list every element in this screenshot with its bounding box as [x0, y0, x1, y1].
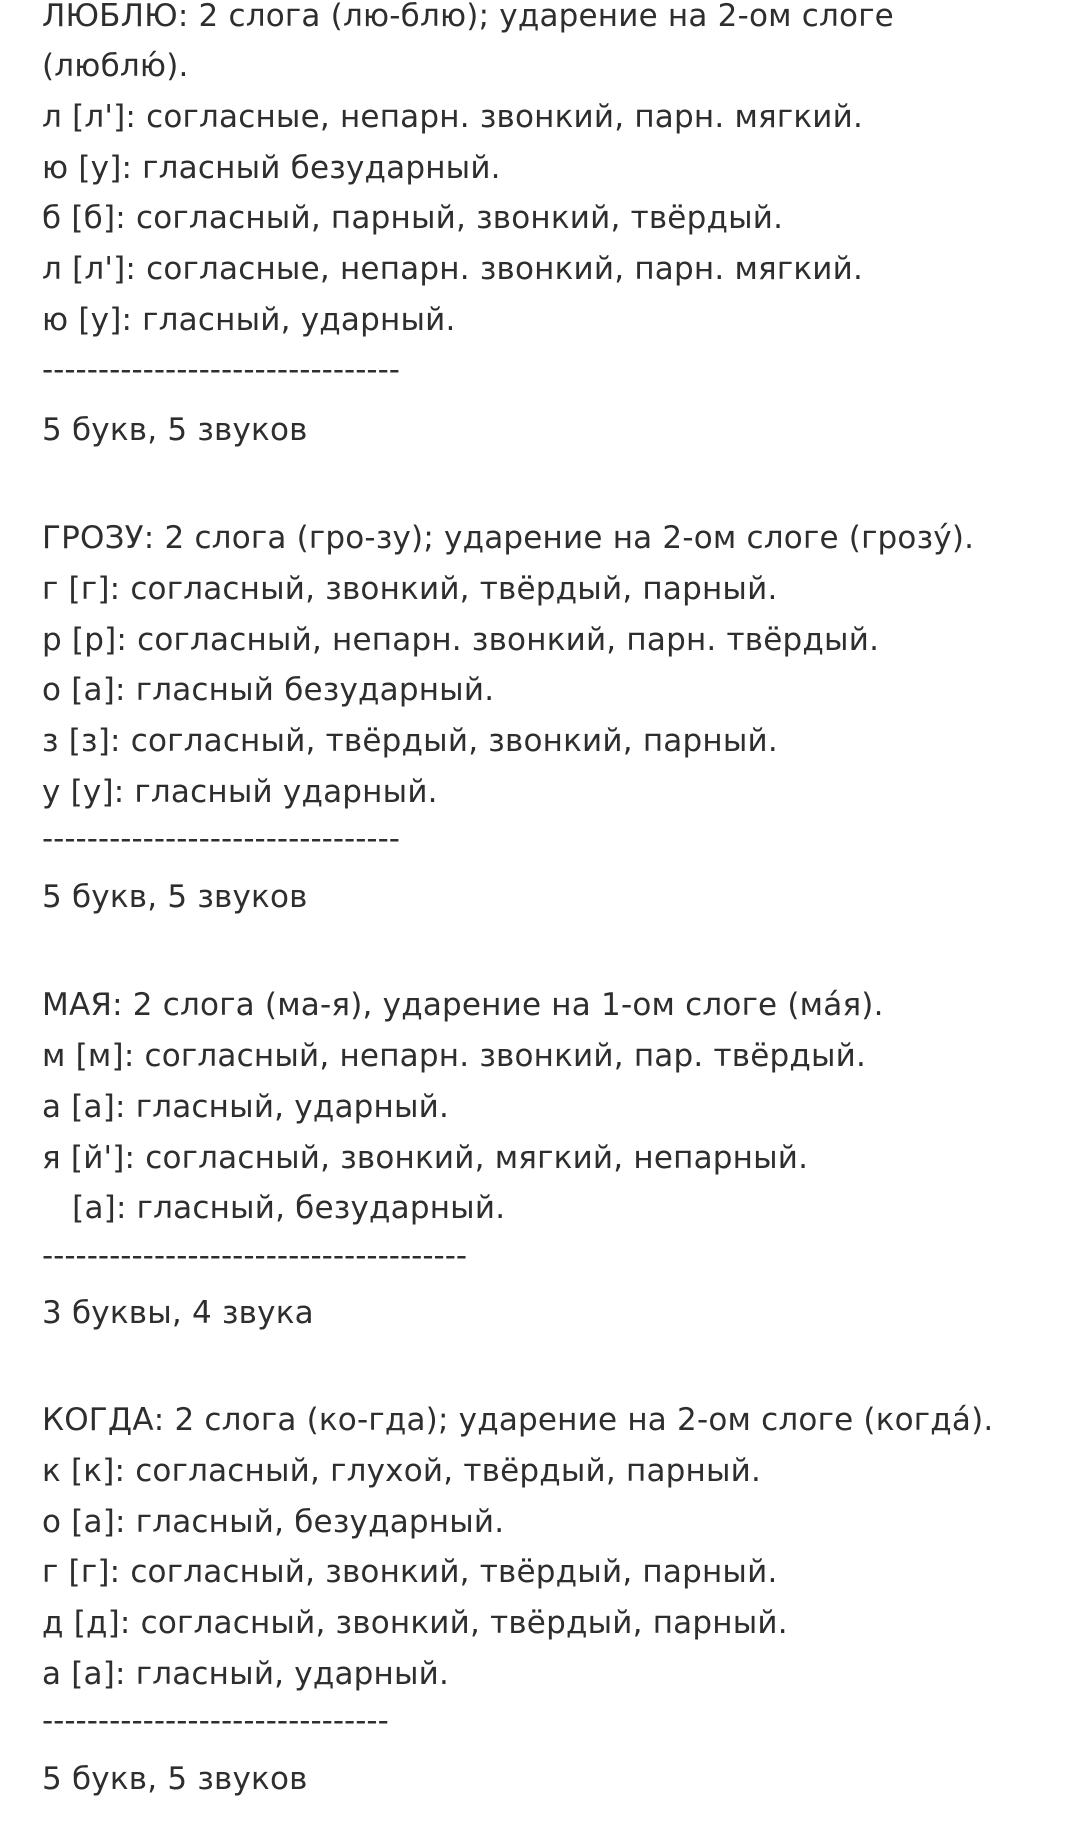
section-1-separator: --------------------------------	[42, 352, 400, 388]
section-2-sound-1: г [г]: согласный, звонкий, твёрдый, парный.	[42, 571, 778, 607]
section-3-sound-4: [а]: гласный, безударный.	[42, 1190, 506, 1226]
section-1-sound-2: ю [у]: гласный безударный.	[42, 150, 501, 186]
section-4-sound-3: г [г]: согласный, звонкий, твёрдый, парный.	[42, 1554, 778, 1590]
section-3-sound-3: я [й']: согласный, звонкий, мягкий, непарный.	[42, 1140, 809, 1176]
section-4-sound-5: а [а]: гласный, ударный.	[42, 1656, 450, 1692]
section-1-header-line-2: (люблю́).	[42, 48, 189, 84]
section-2-sound-5: у [у]: гласный ударный.	[42, 774, 438, 810]
section-2-sound-3: о [а]: гласный безударный.	[42, 672, 495, 708]
section-4-header: КОГДА: 2 слога (ко-гда); ударение на 2-ом слоге (когда́).	[42, 1402, 994, 1438]
section-3-separator: --------------------------------------	[42, 1238, 468, 1274]
section-3-sound-2: а [а]: гласный, ударный.	[42, 1089, 450, 1125]
section-4-sound-1: к [к]: согласный, глухой, твёрдый, парный.	[42, 1453, 762, 1489]
section-2-sound-2: р [р]: согласный, непарн. звонкий, парн. твёрдый.	[42, 622, 880, 658]
section-1-sound-4: л [л']: согласные, непарн. звонкий, парн. мягкий.	[42, 251, 864, 287]
section-3-sound-1: м [м]: согласный, непарн. звонкий, пар. твёрдый.	[42, 1038, 867, 1074]
section-1-summary: 5 букв, 5 звуков	[42, 412, 308, 448]
section-4-sound-4: д [д]: согласный, звонкий, твёрдый, парный.	[42, 1605, 788, 1641]
section-1-sound-5: ю [у]: гласный, ударный.	[42, 302, 456, 338]
section-2-header: ГРОЗУ: 2 слога (гро-зу); ударение на 2-ом слоге (грозу́).	[42, 520, 975, 556]
section-2-sound-4: з [з]: согласный, твёрдый, звонкий, парный.	[42, 723, 778, 759]
section-3-summary: 3 буквы, 4 звука	[42, 1295, 314, 1331]
section-4-sound-2: о [а]: гласный, безударный.	[42, 1504, 505, 1540]
section-3-header: МАЯ: 2 слога (ма-я), ударение на 1-ом слоге (ма́я).	[42, 987, 884, 1023]
section-4-summary: 5 букв, 5 звуков	[42, 1761, 308, 1797]
section-2-summary: 5 букв, 5 звуков	[42, 879, 308, 915]
section-1-sound-3: б [б]: согласный, парный, звонкий, твёрдый.	[42, 200, 784, 236]
section-4-separator: -------------------------------	[42, 1703, 389, 1739]
section-2-separator: --------------------------------	[42, 821, 400, 857]
section-1-header-line-1: ЛЮБЛЮ: 2 слога (лю-блю); ударение на 2-ом слоге	[42, 0, 894, 34]
section-1-sound-1: л [л']: согласные, непарн. звонкий, парн. мягкий.	[42, 99, 864, 135]
